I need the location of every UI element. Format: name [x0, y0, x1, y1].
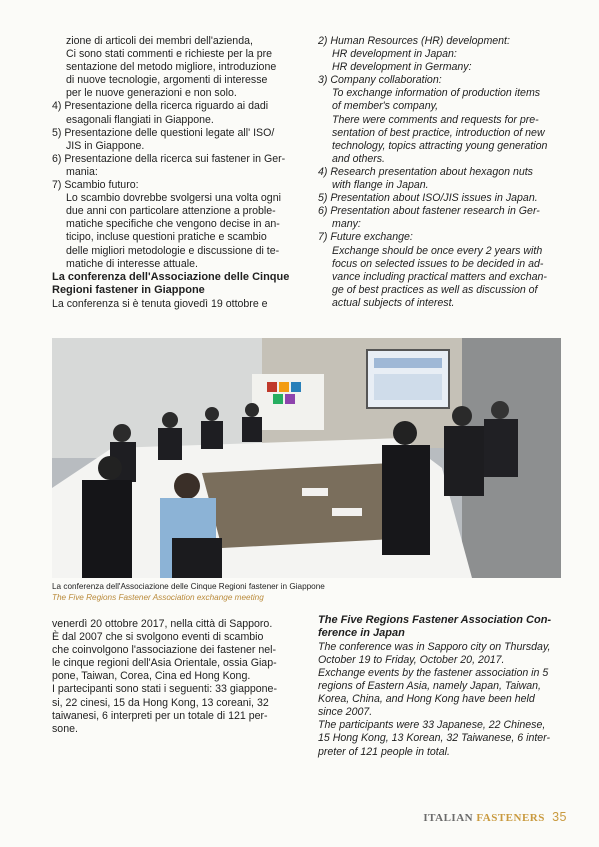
conference-photo-image	[52, 338, 561, 578]
list-item-4: 4) Presentazione della ricerca riguardo ai dadi	[52, 100, 269, 113]
photo-caption	[52, 582, 561, 603]
section-heading-it: La conferenza dell'Associazione delle Cinque	[52, 270, 290, 283]
text-line: matiche specifiche che vengono decise in an-	[66, 218, 280, 231]
text-line: The conference was in Sapporo city on Thursday,	[318, 640, 551, 653]
text-line: technology, topics attracting young generation	[332, 139, 548, 152]
text-line: Exchange events by the fastener association in 5	[318, 667, 549, 679]
list-item-5: 5) Presentation about ISO/JIS issues in Japan.	[318, 192, 538, 205]
text-line: preter of 121 people in total.	[318, 745, 450, 758]
text-line: La conferenza si è tenuta giovedì 19 ottobre e	[52, 297, 268, 310]
text-line: le cinque regioni dell'Asia Orientale, ossia Giap-	[52, 657, 277, 670]
list-item-6: 6) Presentation about fastener research in Ger-	[318, 205, 540, 218]
text-line: HR development in Germany:	[332, 61, 472, 74]
list-item-4-cont: esagonali flangiati in Giappone.	[66, 113, 214, 126]
text-line: È dal 2007 che si svolgono eventi di scambio	[52, 631, 264, 644]
text-line: actual subjects of interest.	[332, 296, 455, 309]
text-line: regions of Eastern Asia, namely Japan, Taiwan,	[318, 680, 541, 693]
italian-column-bottom	[52, 618, 300, 736]
text-line: zione di articoli dei membri dell'azienda,	[66, 35, 253, 47]
text-line: I partecipanti sono stati i seguenti: 33 giappone-	[52, 683, 277, 696]
page-number: 35	[552, 810, 567, 824]
text-line: and others.	[332, 152, 386, 165]
list-item-6-cont: mania:	[66, 165, 98, 178]
list-item-6: 6) Presentazione della ricerca sui fastener in Ger-	[52, 152, 286, 165]
text-line: pone, Taiwan, Corea, Cina ed Hong Kong.	[52, 670, 251, 683]
list-item-2: 2) Human Resources (HR) development:	[318, 35, 510, 47]
list-item-7: 7) Future exchange:	[318, 231, 413, 244]
list-item-4: 4) Research presentation about hexagon nuts	[318, 165, 533, 178]
text-line: sentation of best practice, introduction of new	[332, 126, 545, 139]
text-line: of member's company,	[332, 100, 439, 113]
text-line: There were comments and requests for pre-	[332, 113, 539, 126]
text-line: che coinvolgono l'associazione dei fastener nel-	[52, 644, 277, 657]
english-column-top	[318, 35, 564, 310]
text-line: si, 22 cinesi, 15 da Hong Kong, 13 coreani, 32	[52, 696, 269, 709]
list-item-5-cont: JIS in Giappone.	[66, 139, 145, 152]
text-line: Exchange should be once every 2 years with	[332, 244, 543, 257]
section-heading-en-cont: ference in Japan	[318, 627, 405, 640]
text-line: October 19 to Friday, October 20, 2017.	[318, 653, 505, 666]
section-heading-en: The Five Regions Fastener Association Con-	[318, 614, 552, 626]
text-line: vance including practical matters and exchan-	[332, 270, 547, 283]
text-line: venerdì 20 ottobre 2017, nella città di Sapporo.	[52, 618, 273, 630]
text-line: matiche di interesse attuale.	[66, 257, 198, 270]
text-line: To exchange information of production items	[332, 87, 541, 100]
text-line: delle migliori metodologie e discussione di te-	[66, 244, 280, 257]
list-item-7: 7) Scambio futuro:	[52, 179, 139, 192]
text-line: Korea, China, and Hong Kong have been held	[318, 693, 535, 706]
text-line: since 2007.	[318, 706, 373, 719]
text-line: ge of best practices as well as discussion of	[332, 283, 538, 296]
conference-photo	[52, 338, 561, 578]
text-line: sone.	[52, 722, 78, 735]
text-line: HR development in Japan:	[332, 48, 457, 61]
magazine-brand-fasteners: FASTENERS	[476, 812, 545, 824]
text-line: focus on selected issues to be decided in ad-	[332, 257, 544, 270]
text-line: sentazione del metodo migliore, introduzione	[66, 61, 277, 74]
caption-italian: La conferenza dell'Associazione delle Cinque Regioni fastener in Giappone	[52, 582, 325, 591]
list-item-5: 5) Presentazione delle questioni legate all' ISO/	[52, 126, 275, 139]
list-item-4-cont: with flange in Japan.	[332, 179, 429, 192]
text-line: Lo scambio dovrebbe svolgersi una volta ogni	[66, 192, 281, 205]
text-line: ticipo, incluse questioni pratiche e scambio	[66, 231, 267, 244]
text-line: per le nuove generazioni e non solo.	[66, 87, 237, 100]
text-line: due anni con particolare attenzione a proble-	[66, 205, 276, 218]
english-column-bottom	[318, 614, 564, 759]
italian-column-top	[52, 35, 300, 311]
text-line: di nuove tecnologie, argomenti di interesse	[66, 74, 268, 87]
text-line: Ci sono stati commenti e richieste per la pre	[66, 48, 273, 61]
magazine-brand-italian: ITALIAN	[423, 812, 474, 824]
section-heading-it-cont: Regioni fastener in Giappone	[52, 284, 205, 297]
list-item-3: 3) Company collaboration:	[318, 74, 442, 87]
list-item-6-cont: many:	[332, 218, 361, 231]
caption-english: The Five Regions Fastener Association exchange meeting	[52, 592, 264, 602]
page-footer	[423, 810, 567, 824]
text-line: taiwanesi, 6 interpreti per un totale di 121 per-	[52, 709, 268, 722]
text-line: 15 Hong Kong, 13 Korean, 32 Taiwanese, 6 inter-	[318, 732, 551, 745]
text-line: The participants were 33 Japanese, 22 Chinese,	[318, 719, 546, 732]
